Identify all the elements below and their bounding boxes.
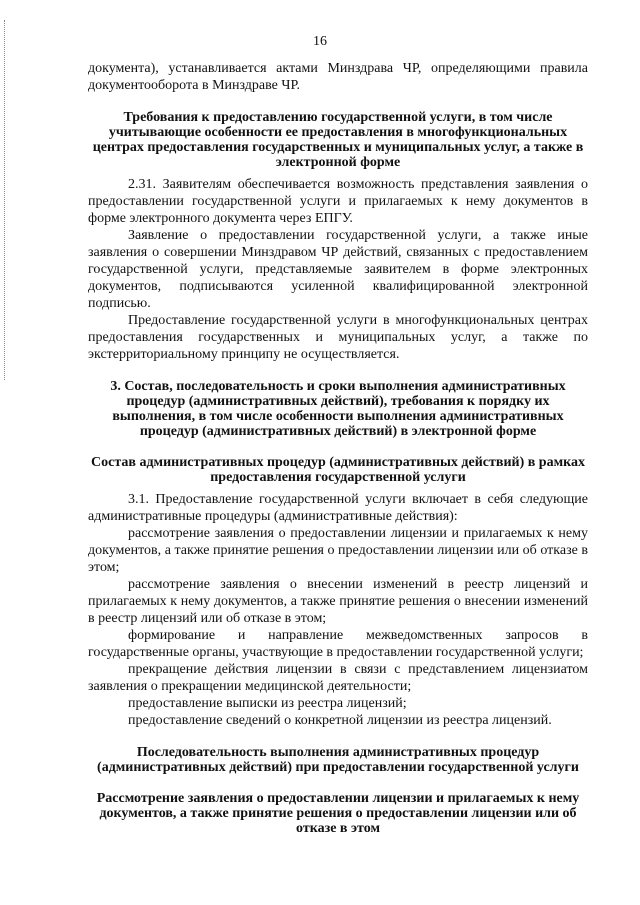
paragraph-2-31: 2.31. Заявителям обеспечивается возможность представления заявления о предоставлении государственной услуги и прилагаемых к нему документов в форме электронного документа через ЕПГУ. bbox=[88, 177, 588, 226]
list-item: предоставление сведений о конкретной лицензии из реестра лицензий. bbox=[128, 713, 552, 728]
heading-review: Рассмотрение заявления о предоставлении лицензии и прилагаемых к нему документов, а также принятие решения о предоставлении лицензии или об отказе в этом bbox=[96, 791, 580, 836]
paragraph-statement: Заявление о предоставлении государственной услуги, а также иные заявления о совершении Минздравом ЧР действий, связанных с предоставлением государственной услуги, представляемые заявителем в форме электронных документов, подписываются усиленной квалифицированной электронной подписью. bbox=[88, 228, 588, 311]
list-item: предоставление выписки из реестра лицензий; bbox=[128, 696, 407, 711]
heading-section-3: 3. Состав, последовательность и сроки выполнения административных процедур (административных действий), требования к порядку их выполнения, в том числе особенности выполнения административных процедур (административных действий) в электронной форме bbox=[110, 379, 566, 439]
heading-requirements: Требования к предоставлению государственной услуги, в том числе учитывающие особенности ее предоставления в многофункциональных центрах предоставления государственных и муниципальных услуг, а также в электронной форме bbox=[92, 110, 584, 170]
heading-sequence: Последовательность выполнения административных процедур (административных действий) при предоставлении государственной услуги bbox=[97, 745, 579, 775]
heading-composition: Состав административных процедур (административных действий) в рамках предоставления государственной услуги bbox=[91, 455, 585, 485]
list-item: формирование и направление межведомственных запросов в государственные органы, участвующие в предоставлении государственной услуги; bbox=[88, 628, 588, 660]
page-number: 16 bbox=[313, 34, 327, 49]
list-item: рассмотрение заявления о внесении изменений в реестр лицензий и прилагаемых к нему документов, а также принятие решения о внесении изменений в реестр лицензий или об отказе в этом; bbox=[88, 577, 588, 626]
document-body bbox=[88, 60, 588, 836]
paragraph-mfc: Предоставление государственной услуги в многофункциональных центрах предоставления государственных и муниципальных услуг, а также по экстерриториальному принципу не осуществляется. bbox=[88, 313, 588, 362]
list-item: рассмотрение заявления о предоставлении лицензии и прилагаемых к нему документов, а также принятие решения о предоставлении лицензии или об отказе в этом; bbox=[88, 526, 588, 575]
paragraph-3-1: 3.1. Предоставление государственной услуги включает в себя следующие административные процедуры (административные действия): bbox=[88, 492, 588, 524]
scan-margin-marks bbox=[4, 20, 9, 380]
list-item: прекращение действия лицензии в связи с представлением лицензиатом заявления о прекращении медицинской деятельности; bbox=[88, 662, 588, 694]
paragraph-intro: документа), устанавливается актами Минздрава ЧР, определяющими правила документооборота в Минздраве ЧР. bbox=[88, 61, 588, 93]
